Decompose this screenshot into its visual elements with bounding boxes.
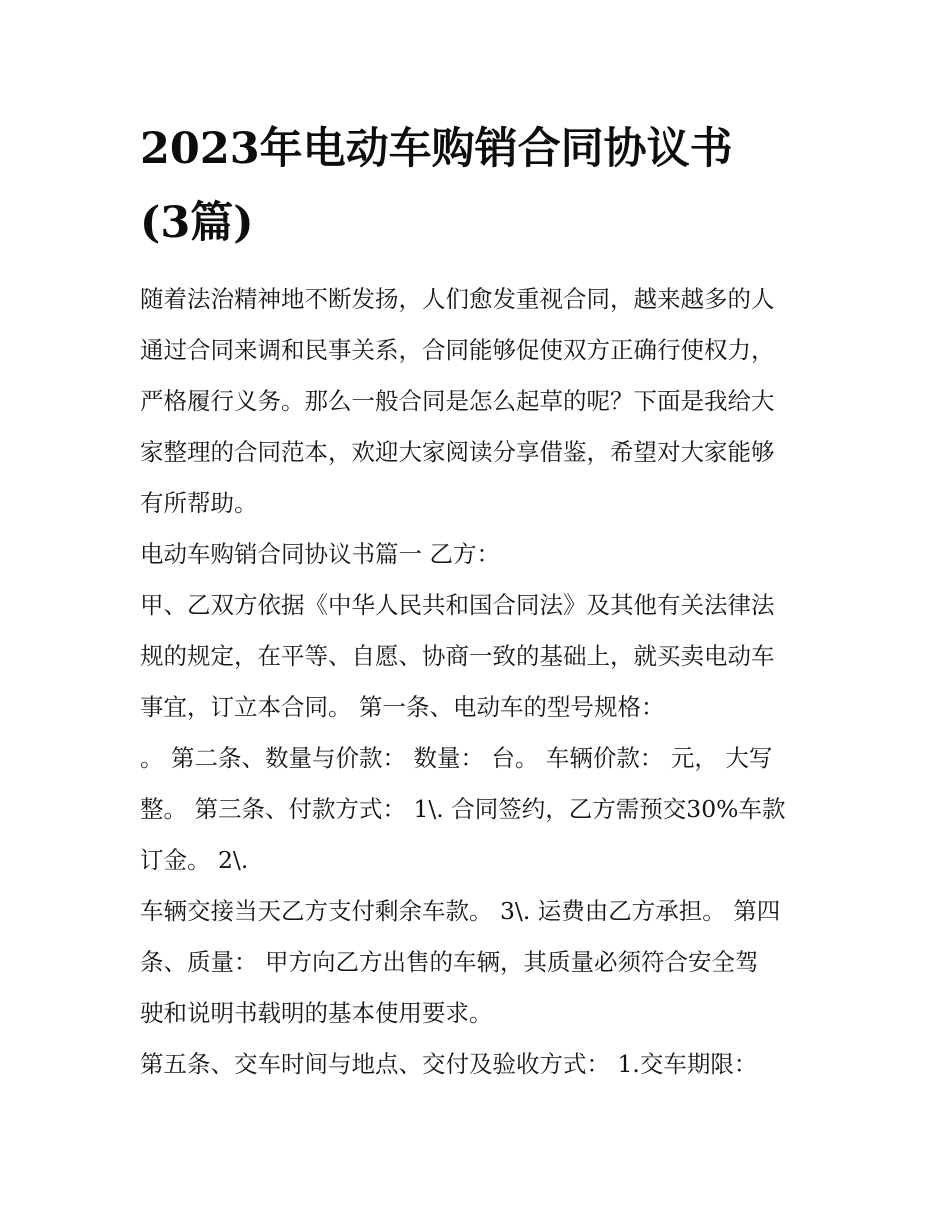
quantity-payment-paragraph (140, 733, 820, 886)
text-line: 事宜，订立本合同。 第一条、电动车的型号规格： (140, 693, 665, 721)
text-line: 第五条、交车时间与地点、交付及验收方式： 1.交车期限： (140, 1050, 758, 1078)
text-line: 。 第二条、数量与价款： 数量： 台。 车辆价款： 元， 大写 (140, 744, 773, 772)
text-line: 规的规定，在平等、自愿、协商一致的基础上，就买卖电动车 (140, 642, 775, 670)
intro-paragraph (140, 274, 820, 529)
text-line: 严格履行义务。那么一般合同是怎么起草的呢？下面是我给大 (140, 387, 775, 415)
text-line: 整。 第三条、付款方式： 1\. 合同签约，乙方需预交30%车款 (140, 795, 786, 823)
section-heading-paragraph (140, 529, 820, 580)
text-line: 通过合同来调和民事关系，合同能够促使双方正确行使权力， (140, 336, 775, 364)
text-line: 订金。 2\. (140, 846, 249, 874)
text-line: 家整理的合同范本，欢迎大家阅读分享借鉴，希望对大家能够 (140, 438, 775, 466)
text-line: 随着法治精神地不断发扬，人们愈发重视合同，越来越多的人 (140, 285, 775, 313)
text-line: 电动车购销合同协议书篇一 乙方： (140, 540, 500, 568)
contract-preamble-paragraph (140, 580, 820, 733)
text-line: 驶和说明书载明的基本使用要求。 (140, 999, 493, 1027)
delivery-time-paragraph (140, 1039, 820, 1090)
text-line: 有所帮助。 (140, 489, 258, 517)
delivery-quality-paragraph (140, 886, 820, 1039)
text-line: 车辆交接当天乙方支付剩余车款。 3\. 运费由乙方承担。 第四 (140, 897, 781, 925)
title-line-1: 2023年电动车购销合同协议书 (140, 124, 733, 174)
title-line-2: (3篇) (140, 198, 254, 248)
text-line: 条、质量： 甲方向乙方出售的车辆，其质量必须符合安全驾 (140, 948, 759, 976)
document-body (140, 274, 820, 1090)
text-line: 甲、乙双方依据《中华人民共和国合同法》及其他有关法律法 (140, 591, 775, 619)
document-title (140, 112, 820, 260)
